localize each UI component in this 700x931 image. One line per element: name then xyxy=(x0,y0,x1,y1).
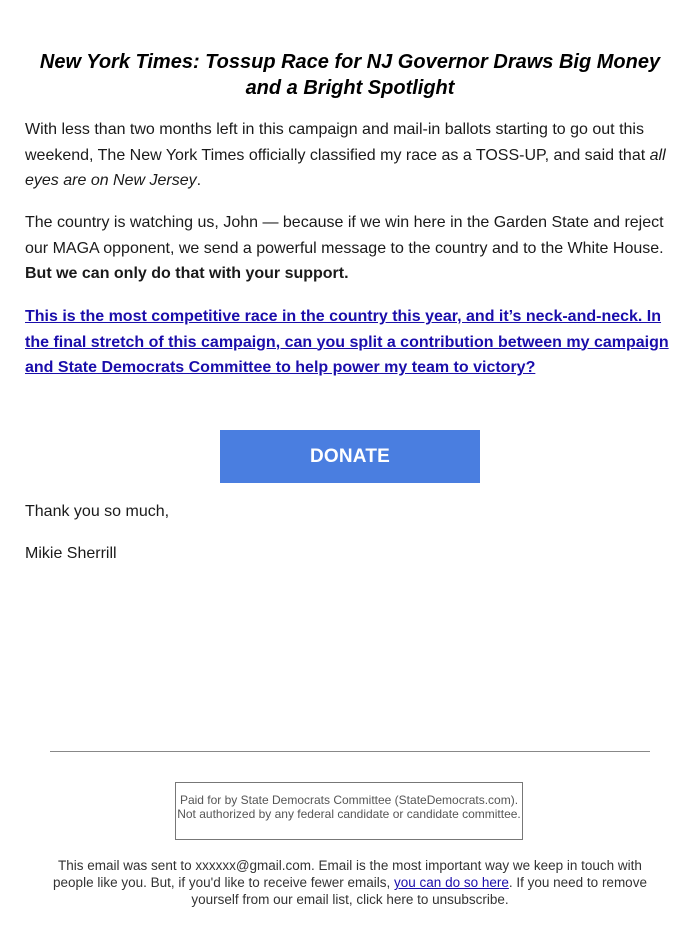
footer-before-link: This email was sent to xxxxxx@gmail.com. Email is the most important way we keep in touch with people like you. But, if you'd like to receive fewer emails, xyxy=(53,858,642,890)
headline: New York Times: Tossup Race for NJ Governor Draws Big Money and a Bright Spotlight xyxy=(39,51,661,99)
intro-paragraph xyxy=(25,117,675,194)
signer-name: Mikie Sherrill xyxy=(25,545,117,562)
paid-for-disclaimer: Paid for by State Democrats Committee (StateDemocrats.com). Not authorized by any federal candidate or candidate committee. xyxy=(175,782,523,840)
intro-end: . xyxy=(196,172,202,189)
appeal-bold: But we can only do that with your support. xyxy=(25,265,349,282)
appeal-paragraph xyxy=(25,210,675,287)
footer-text xyxy=(45,857,655,908)
cta-paragraph xyxy=(25,304,675,381)
intro-text: With less than two months left in this campaign and mail-in ballots starting to go out this weekend, The New York Times officially classified my race as a TOSS-UP, and said that xyxy=(25,121,650,164)
footer-after-link: . If you need to remove yourself from our email list, click here to unsubscribe. xyxy=(191,875,647,907)
intro-emphasis: all eyes are on New Jersey xyxy=(25,146,666,189)
appeal-text: The country is watching us, John — because if we win here in the Garden State and reject our MAGA opponent, we send a powerful message to the country and to the White House. xyxy=(25,214,664,257)
donate-button[interactable]: DONATE xyxy=(220,430,480,483)
contribution-link[interactable]: This is the most competitive race in the country this year, and it’s neck-and-neck. In the final stretch of this campaign, can you split a contribution between my campaign and State Democrats Committee to help power my team to victory? xyxy=(25,308,669,376)
signoff: Thank you so much, xyxy=(25,503,170,520)
footer-divider xyxy=(50,751,650,752)
fewer-emails-link[interactable]: you can do so here xyxy=(394,875,509,890)
